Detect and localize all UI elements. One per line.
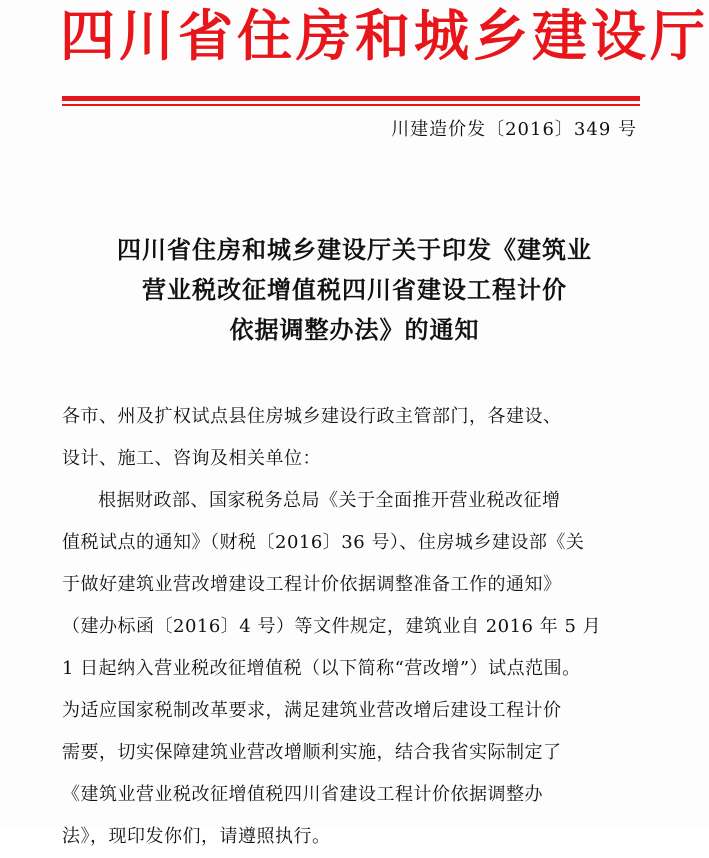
document-title [40, 230, 669, 350]
letterhead [0, 0, 709, 72]
paragraph-line: 1 日起纳入营业税改征增值税（以下简称“营改增”）试点范围。 [62, 658, 581, 679]
paragraph-line: 于做好建筑业营改增建设工程计价依据调整准备工作的通知》 [62, 574, 562, 595]
paragraph-line: 为适应国家税制改革要求，满足建筑业营改增后建设工程计价 [62, 700, 562, 721]
title-line: 营业税改征增值税四川省建设工程计价 [142, 276, 567, 304]
paragraph-line: 值税试点的通知》（财税〔2016〕36 号）、住房城乡建设部《关 [62, 532, 585, 553]
paragraph-line: 法》，现印发你们，请遵照执行。 [62, 826, 331, 847]
salutation-line: 各市、州及扩权试点县住房城乡建设行政主管部门，各建设、 [62, 406, 562, 427]
letterhead-divider-thick [62, 96, 640, 101]
document-body [62, 396, 652, 858]
paragraph-line: （建办标函〔2016〕4 号）等文件规定，建筑业自 2016 年 5 月 [62, 616, 602, 637]
paragraph-line: 根据财政部、国家税务总局《关于全面推开营业税改征增 [98, 490, 561, 511]
paragraph-line: 需要，切实保障建筑业营改增顺利实施，结合我省实际制定了 [62, 742, 562, 763]
salutation-line: 设计、施工、咨询及相关单位： [62, 448, 321, 469]
paragraph-line: 《建筑业营业税改征增值税四川省建设工程计价依据调整办 [62, 784, 543, 805]
document-number: 川建造价发〔2016〕349 号 [391, 119, 637, 140]
letterhead-title: 四川省住房和城乡建设厅 [60, 4, 709, 68]
title-line: 四川省住房和城乡建设厅关于印发《建筑业 [117, 236, 592, 264]
title-line: 依据调整办法》的通知 [229, 316, 480, 344]
letterhead-divider-thin [62, 104, 640, 106]
